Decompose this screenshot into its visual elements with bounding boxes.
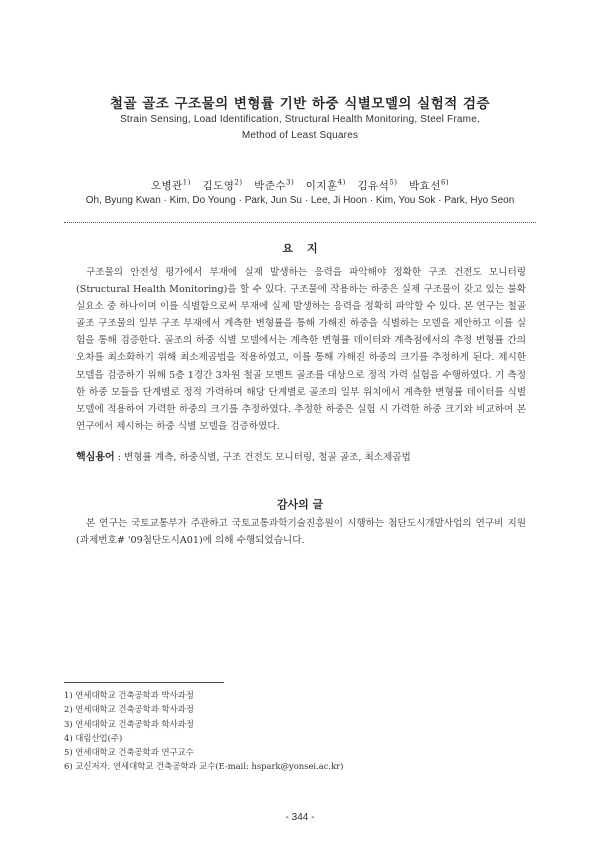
author-5: 김유석$^{5)}$ — [357, 178, 398, 192]
keywords-text: 변형률 계측, 하중식별, 구조 건전도 모니터링, 철골 골조, 최소제곱법 — [123, 452, 411, 463]
footnote-1: 1) 연세대학교 건축공학과 박사과정 — [64, 690, 194, 700]
keywords-label: 핵심용어 — [76, 452, 115, 463]
acknowledgement-text: 본 연구는 국토교통부가 주관하고 국토교통과학기술진흥원이 시행하는 첨단도시개발사업의 연구비 지원(과제번호# '09첨단도시A01)에 의해 수행되었습니다. — [76, 518, 526, 547]
acknowledgement-heading: 감사의 글 — [276, 498, 324, 511]
keywords — [76, 448, 526, 463]
footnotes — [64, 688, 534, 774]
footnote-rule — [64, 682, 224, 683]
title-english-line1: Strain Sensing, Load Identification, Structural Health Monitoring, Steel Frame, — [120, 114, 480, 125]
author-3: 박준수$^{3)}$ — [254, 178, 295, 192]
authors-korean — [0, 178, 600, 193]
keywords-separator: : — [114, 452, 124, 463]
title-korean: 철골 골조 구조물의 변형률 기반 하중 식별모델의 실험적 검증 — [109, 96, 491, 112]
authors-english: Oh, Byung Kwan · Kim, Do Young · Park, Jun Su · Lee, Ji Hoon · Kim, You Sok · Park, Hyo Seon — [85, 195, 515, 206]
footnote-3: 3) 연세대학교 건축공학과 학사과정 — [64, 718, 194, 729]
dotted-divider — [64, 222, 536, 223]
abstract-text: 구조물의 안전성 평가에서 부재에 실제 발생하는 응력을 파악해야 정확한 구조 건전도 모니터링(Structural Health Monitoring)을 할 수 있다. 구조물에 작용하는 하중은 실제 구조물이 갖고 있는 불확실요소 중 하나이며 이를 식별함으로써 부재에 실제 발생하는 응력을 정확히 파악할 수 있다. 본 연구는 철골 골조 구조물의 일부 구조 부재에서 계측한 변형률을 통해 가해진 하중을 식별하는 모델을 제안하고 이를 실험을 통해 검증한다. 골조의 하중 식별 모델에서는 계측한 변형률 데이터와 계측점에서의 추정 변형률 간의 오차를 최소화하기 위해 최소제곱법을 적용하였고, 이를 통해 가해진 하중의 크기를 추정하게 된다. 제시한 모델을 검증하기 위해 5층 1경간 3차원 철골 모멘트 골조를 대상으로 정적 가력 실험을 수행하였다. 기 측정한 하중 모듈을 단계별로 정적 가력하며 해당 단계별로 골조의 일부 위치에서 계측한 변형률 데이터를 식별 모델에 적용하여 가력한 하중의 크기를 추정하였다. 추정한 하중은 실험 시 가력한 하중 크기와 비교하여 본 연구에서 제시하는 하중 식별 모델을 검증하였다. — [76, 267, 526, 432]
title-english-line2: Method of Least Squares — [241, 130, 359, 141]
footnote-6: 6) 교신저자. 연세대학교 건축공학과 교수(E-mail: hspark@yonsei.ac.kr) — [64, 761, 344, 772]
author-6: 박효선$^{6)}$ — [409, 178, 450, 192]
abstract-heading: 요지 — [282, 242, 332, 255]
footnote-2: 2) 연세대학교 건축공학과 학사과정 — [64, 704, 194, 715]
footnote-4: 4) 대림산업(주) — [64, 732, 123, 743]
author-4: 이지훈$^{4)}$ — [305, 178, 346, 192]
page-number: - 344 - — [285, 812, 315, 823]
author-1: 오병관$^{1)}$ — [150, 178, 191, 192]
author-2: 김도영$^{2)}$ — [202, 178, 243, 192]
footnote-5: 5) 연세대학교 건축공학과 연구교수 — [64, 747, 194, 758]
